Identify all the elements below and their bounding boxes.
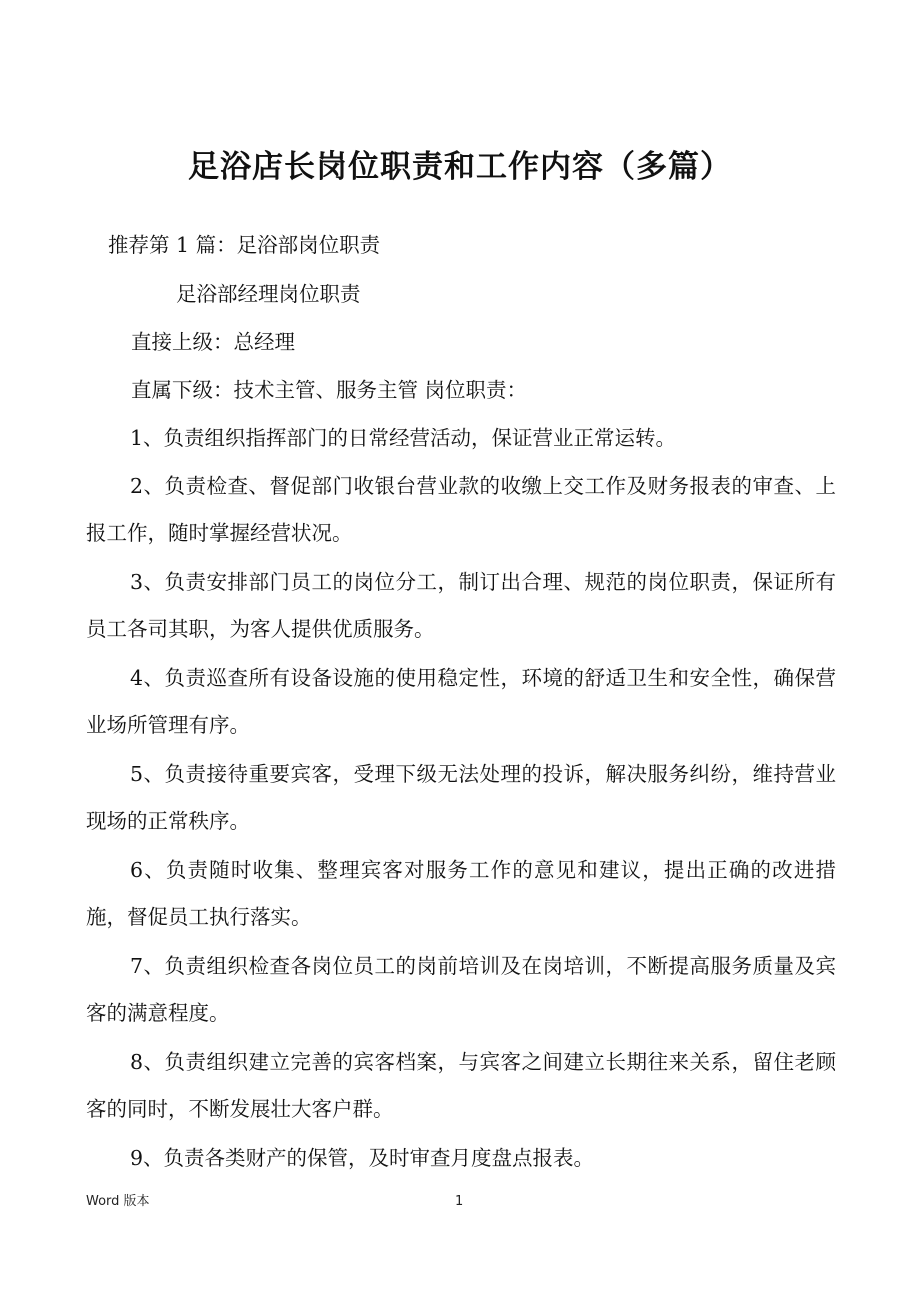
duty-item: 6、负责随时收集、整理宾客对服务工作的意见和建议，提出正确的改进措施，督促员工执行落实。 [86, 858, 836, 929]
duty-item: 4、负责巡查所有设备设施的使用稳定性，环境的舒适卫生和安全性，确保营业场所管理有序。 [86, 666, 836, 737]
direct-subordinates: 直属下级：技术主管、服务主管 岗位职责： [131, 378, 528, 402]
duty-item: 5、负责接待重要宾客，受理下级无法处理的投诉，解决服务纠纷，维持营业现场的正常秩序。 [86, 762, 836, 833]
document-title: 足浴店长岗位职责和工作内容（多篇） [188, 149, 732, 185]
recommend-heading: 推荐第 1 篇：足浴部岗位职责 [108, 233, 381, 257]
duty-item: 2、负责检查、督促部门收银台营业款的收缴上交工作及财务报表的审查、上报工作，随时掌握经营状况。 [86, 474, 836, 545]
section-title: 足浴部经理岗位职责 [176, 282, 361, 306]
duty-item: 3、负责安排部门员工的岗位分工，制订出合理、规范的岗位职责，保证所有员工各司其职，为客人提供优质服务。 [86, 570, 836, 641]
duty-item: 7、负责组织检查各岗位员工的岗前培训及在岗培训，不断提高服务质量及宾客的满意程度。 [86, 954, 836, 1025]
duty-item: 1、负责组织指挥部门的日常经营活动，保证营业正常运转。 [130, 426, 677, 450]
page-number: 1 [455, 1194, 464, 1209]
duty-item: 9、负责各类财产的保管，及时审查月度盘点报表。 [130, 1146, 595, 1170]
duty-item: 8、负责组织建立完善的宾客档案，与宾客之间建立长期往来关系，留住老顾客的同时，不断发展壮大客户群。 [86, 1050, 836, 1121]
footer-word-version: Word 版本 [86, 1194, 150, 1209]
direct-superior: 直接上级：总经理 [131, 330, 295, 354]
